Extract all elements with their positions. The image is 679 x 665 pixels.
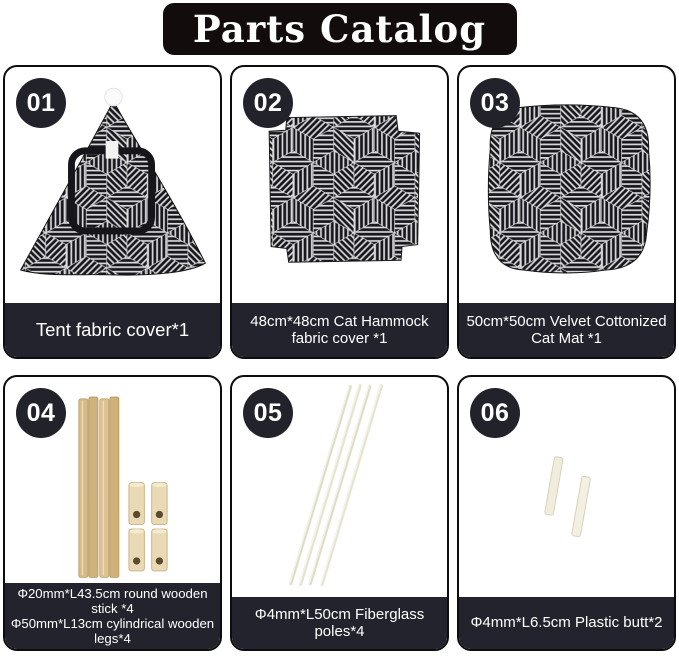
part-panel-06	[457, 375, 676, 651]
cylindrical-wooden-legs	[129, 483, 167, 571]
page-title: Parts Catalog	[192, 7, 487, 51]
caption-line: fabric cover *1	[291, 330, 388, 347]
part-number-badge: 02	[243, 78, 293, 128]
caption-line: Cat Mat *1	[531, 330, 602, 347]
part-panel-05	[230, 375, 449, 651]
part-number-badge: 06	[470, 388, 520, 438]
caption-line: Φ20mm*L43.5cm round wooden stick *4	[17, 585, 208, 616]
part-number-badge: 04	[16, 388, 66, 438]
caption-line: Φ4mm*L50cm Fiberglass poles*4	[254, 605, 425, 640]
title-banner	[163, 3, 517, 55]
tent-tag	[106, 141, 119, 159]
part-caption	[5, 583, 220, 649]
parts-grid	[0, 65, 679, 651]
part-number-badge: 05	[243, 388, 293, 438]
caption-line: 48cm*48cm Cat Hammock	[250, 312, 429, 330]
part-number-badge: 03	[470, 78, 520, 128]
round-wooden-sticks	[79, 397, 119, 577]
part-caption	[232, 303, 447, 357]
part-panel-01	[3, 65, 222, 359]
part-caption	[5, 303, 220, 357]
caption-line: Tent fabric cover*1	[35, 319, 190, 341]
part-panel-03	[457, 65, 676, 359]
part-panel-04	[3, 375, 222, 651]
caption-line: 50cm*50cm Velvet Cottonized	[466, 312, 667, 330]
caption-line: Φ50mm*L13cm cylindrical wooden legs*4	[10, 615, 215, 646]
tent-pompom	[105, 88, 123, 106]
part-panel-02	[230, 65, 449, 359]
caption-line: Φ4mm*L6.5cm Plastic butt*2	[470, 614, 663, 632]
part-caption	[232, 597, 447, 649]
part-caption	[459, 303, 674, 357]
part-caption	[459, 597, 674, 649]
part-number-badge: 01	[16, 78, 66, 128]
